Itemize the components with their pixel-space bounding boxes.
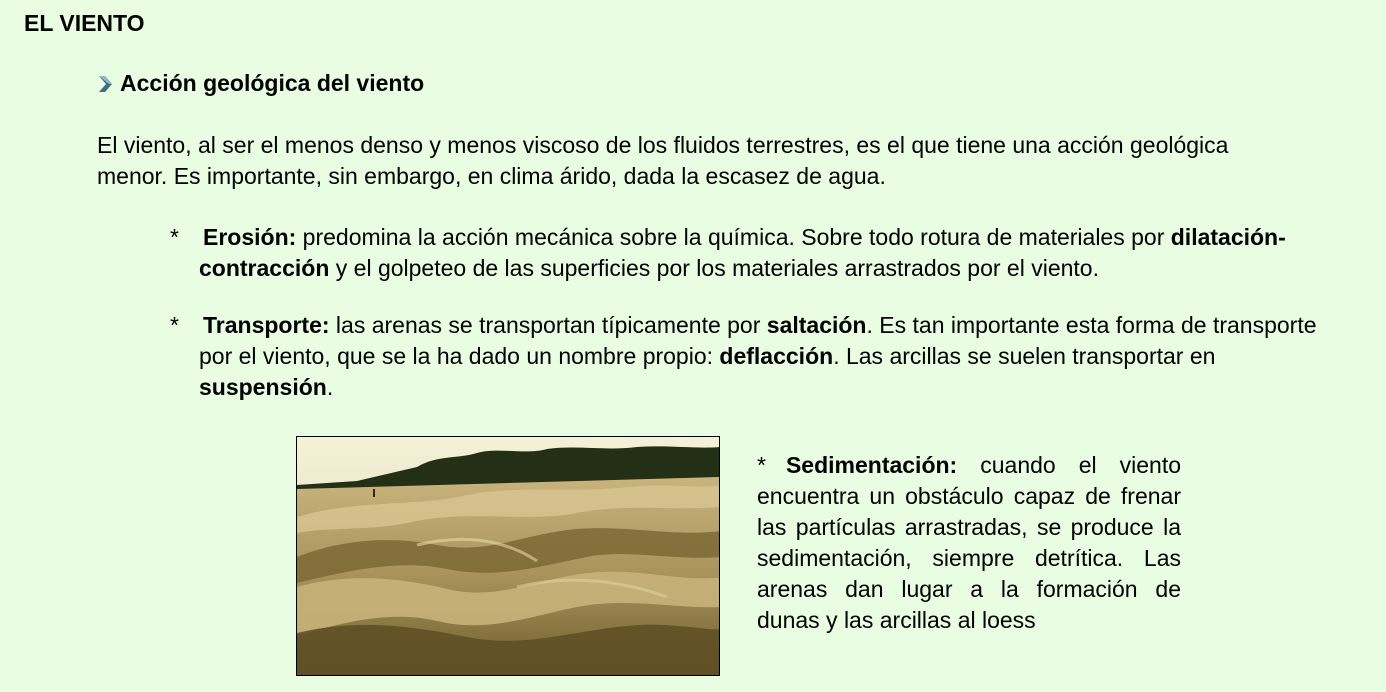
chevron-right-icon (96, 74, 114, 94)
bullet-marker: * (170, 312, 179, 338)
bullet-sedimentacion (757, 450, 1181, 636)
section-heading-text: Acción geológica del viento (120, 70, 425, 96)
bullet-text: cuando el viento encuentra un obstáculo capaz de frenar las partículas arrastradas, se produce la sedimentación, siempre detrítica. Las arenas dan lugar a la formación de dunas y las arcillas al loess (757, 452, 1181, 633)
bullet-erosion (170, 222, 1345, 284)
bullet-text: . Es tan importante esta forma de transporte por el viento, que se la ha dado un nombre propio: (199, 312, 1317, 369)
bullet-text: . (326, 374, 334, 400)
bullet-transporte (170, 310, 1345, 403)
bullet-term: Erosión: (203, 224, 297, 250)
bullet-text: . Las arcillas se suelen transportar en (833, 343, 1216, 369)
bullet-marker: * (757, 452, 766, 478)
bullet-text: y el golpeteo de las superficies por los materiales arrastrados por el viento. (329, 255, 1099, 281)
bold-term: saltación (766, 312, 867, 338)
bold-term: suspensión (199, 374, 327, 400)
bullet-text: las arenas se transportan típicamente por (329, 312, 767, 338)
bullet-text: predomina la acción mecánica sobre la química. Sobre todo rotura de materiales por (296, 224, 1171, 250)
bullet-marker: * (170, 224, 179, 250)
dunes-illustration (297, 437, 720, 676)
section-heading (96, 70, 424, 97)
intro-paragraph: El viento, al ser el menos denso y menos viscoso de los fluidos terrestres, es el que tiene una acción geológica menor. Es importante, sin embargo, en clima árido, dada la escasez de agua. (97, 132, 1229, 189)
dunes-photo (296, 436, 720, 676)
bullet-term: Sedimentación: (785, 452, 958, 478)
bold-term: dilatación-contracción (199, 224, 1286, 281)
page-title: EL VIENTO (24, 10, 145, 36)
bullet-term: Transporte: (203, 312, 330, 338)
bold-term: deflacción (719, 343, 834, 369)
